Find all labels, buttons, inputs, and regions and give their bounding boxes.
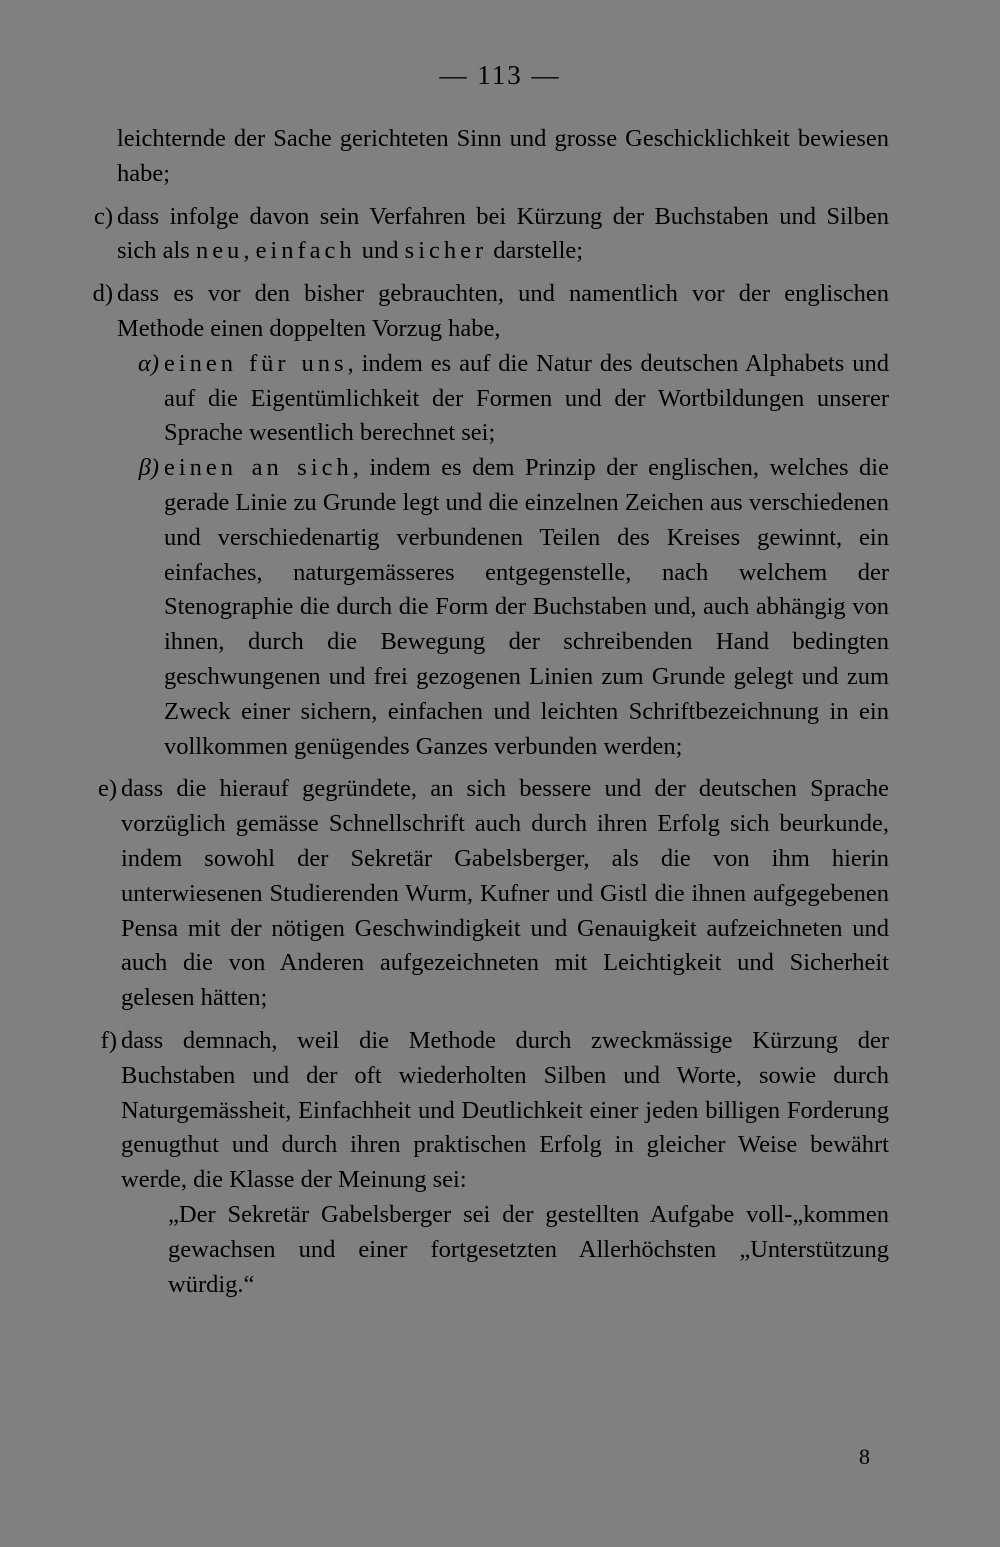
emphasis-sicher: sicher bbox=[404, 237, 488, 265]
sub-item-beta-text: , indem es dem Prinzip der englischen, welches die gerade Linie zu Grunde legt und die einzelnen Zeichen aus verschiedenen und verschiedenartig verbundenen Teilen des Kreises gewinnt, ein einfaches, naturgemässeres entgegenstelle, nach welchem der Stenographie die durch die Form der Buchstaben und, auch abhängig von ihnen, durch die Bewegung der schreibenden Hand bedingten geschwungenen und frei gezogenen Linien zum Grunde gelegt und zum Zweck einer sichern, einfachen und leichten Schriftbezeichnung in ein vollkommen genügendes Ganzes verbunden werden; bbox=[164, 454, 889, 760]
list-item-f-text: dass demnach, weil die Methode durch zweckmässige Kürzung der Buchstaben und der oft wiederholten Silben und Worte, sowie durch Naturgemässheit, Einfachheit und Deutlichkeit einer jeden billigen Forderung genugthut und durch ihren praktischen Erfolg in gleicher Weise bewährt werde, die Klasse der Meinung sei: bbox=[121, 1026, 889, 1194]
list-marker-f: f) bbox=[100, 1026, 117, 1054]
list-item-e bbox=[97, 772, 889, 1016]
text-fragment: , bbox=[243, 237, 256, 265]
continuation-paragraph: leichternde der Sache gerichteten Sinn und grosse Geschicklichkeit bewiesen habe; bbox=[117, 125, 889, 187]
sub-marker-beta: β) bbox=[138, 454, 159, 482]
text-fragment: darstelle; bbox=[487, 237, 584, 265]
text-fragment: und bbox=[355, 237, 405, 265]
list-item-d bbox=[92, 277, 889, 764]
page-body bbox=[0, 122, 1000, 1302]
resolution-quote: „Der Sekretär Gabelsberger sei der gestellten Aufgabe voll-„kommen gewachsen und einer fortgesetzten Allerhöchsten „Unterstützung würdig.“ bbox=[168, 1200, 889, 1298]
list-marker-e: e) bbox=[97, 775, 117, 803]
page-number-header: — 113 — bbox=[439, 60, 561, 90]
list-item-d-intro: dass es vor den bisher gebrauchten, und namentlich vor der englischen Methode einen doppelten Vorzug habe, bbox=[117, 280, 889, 342]
text-fragment: dass infolge davon sein Verfahren bei Kürzung der Buchstaben und Silben sich als bbox=[117, 202, 889, 265]
sub-item-alpha-text: , indem es auf die Natur des deutschen Alphabets und auf die Eigentümlichkeit der Formen und der Wortbildungen unserer Sprache wesentlich berechnet sei; bbox=[164, 349, 889, 447]
sub-item-beta bbox=[138, 451, 889, 764]
list-item-e-text: dass die hierauf gegründete, an sich bessere und der deutschen Sprache vorzüglich gemässe Schnellschrift auch durch ihren Erfolg sich beurkunde, indem sowohl der Sekretär Gabelsberger, als die von ihm hierin unterwiesenen Studierenden Wurm, Kufner und Gistl die ihnen aufgegebenen Pensa mit der nötigen Geschwindigkeit und Genauigkeit aufzeichneten und auch die von Anderen aufgezeichneten mit Leichtigkeit und Sicherheit gelesen hätten; bbox=[121, 775, 889, 1012]
emphasis-einen-fuer-uns: einen für uns bbox=[164, 349, 348, 377]
list-marker-d: d) bbox=[92, 280, 113, 308]
list-item-c-text bbox=[117, 200, 889, 270]
list-item-c bbox=[93, 200, 889, 270]
signature-mark: 8 bbox=[859, 1444, 870, 1469]
emphasis-neu: neu bbox=[195, 237, 244, 265]
list-marker-c: c) bbox=[93, 202, 113, 230]
list-item-f bbox=[100, 1024, 889, 1302]
emphasis-einfach: einfach bbox=[255, 237, 356, 265]
sub-item-alpha bbox=[137, 347, 889, 451]
emphasis-einen-an-sich: einen an sich bbox=[164, 454, 353, 482]
sub-marker-alpha: α) bbox=[137, 349, 159, 377]
